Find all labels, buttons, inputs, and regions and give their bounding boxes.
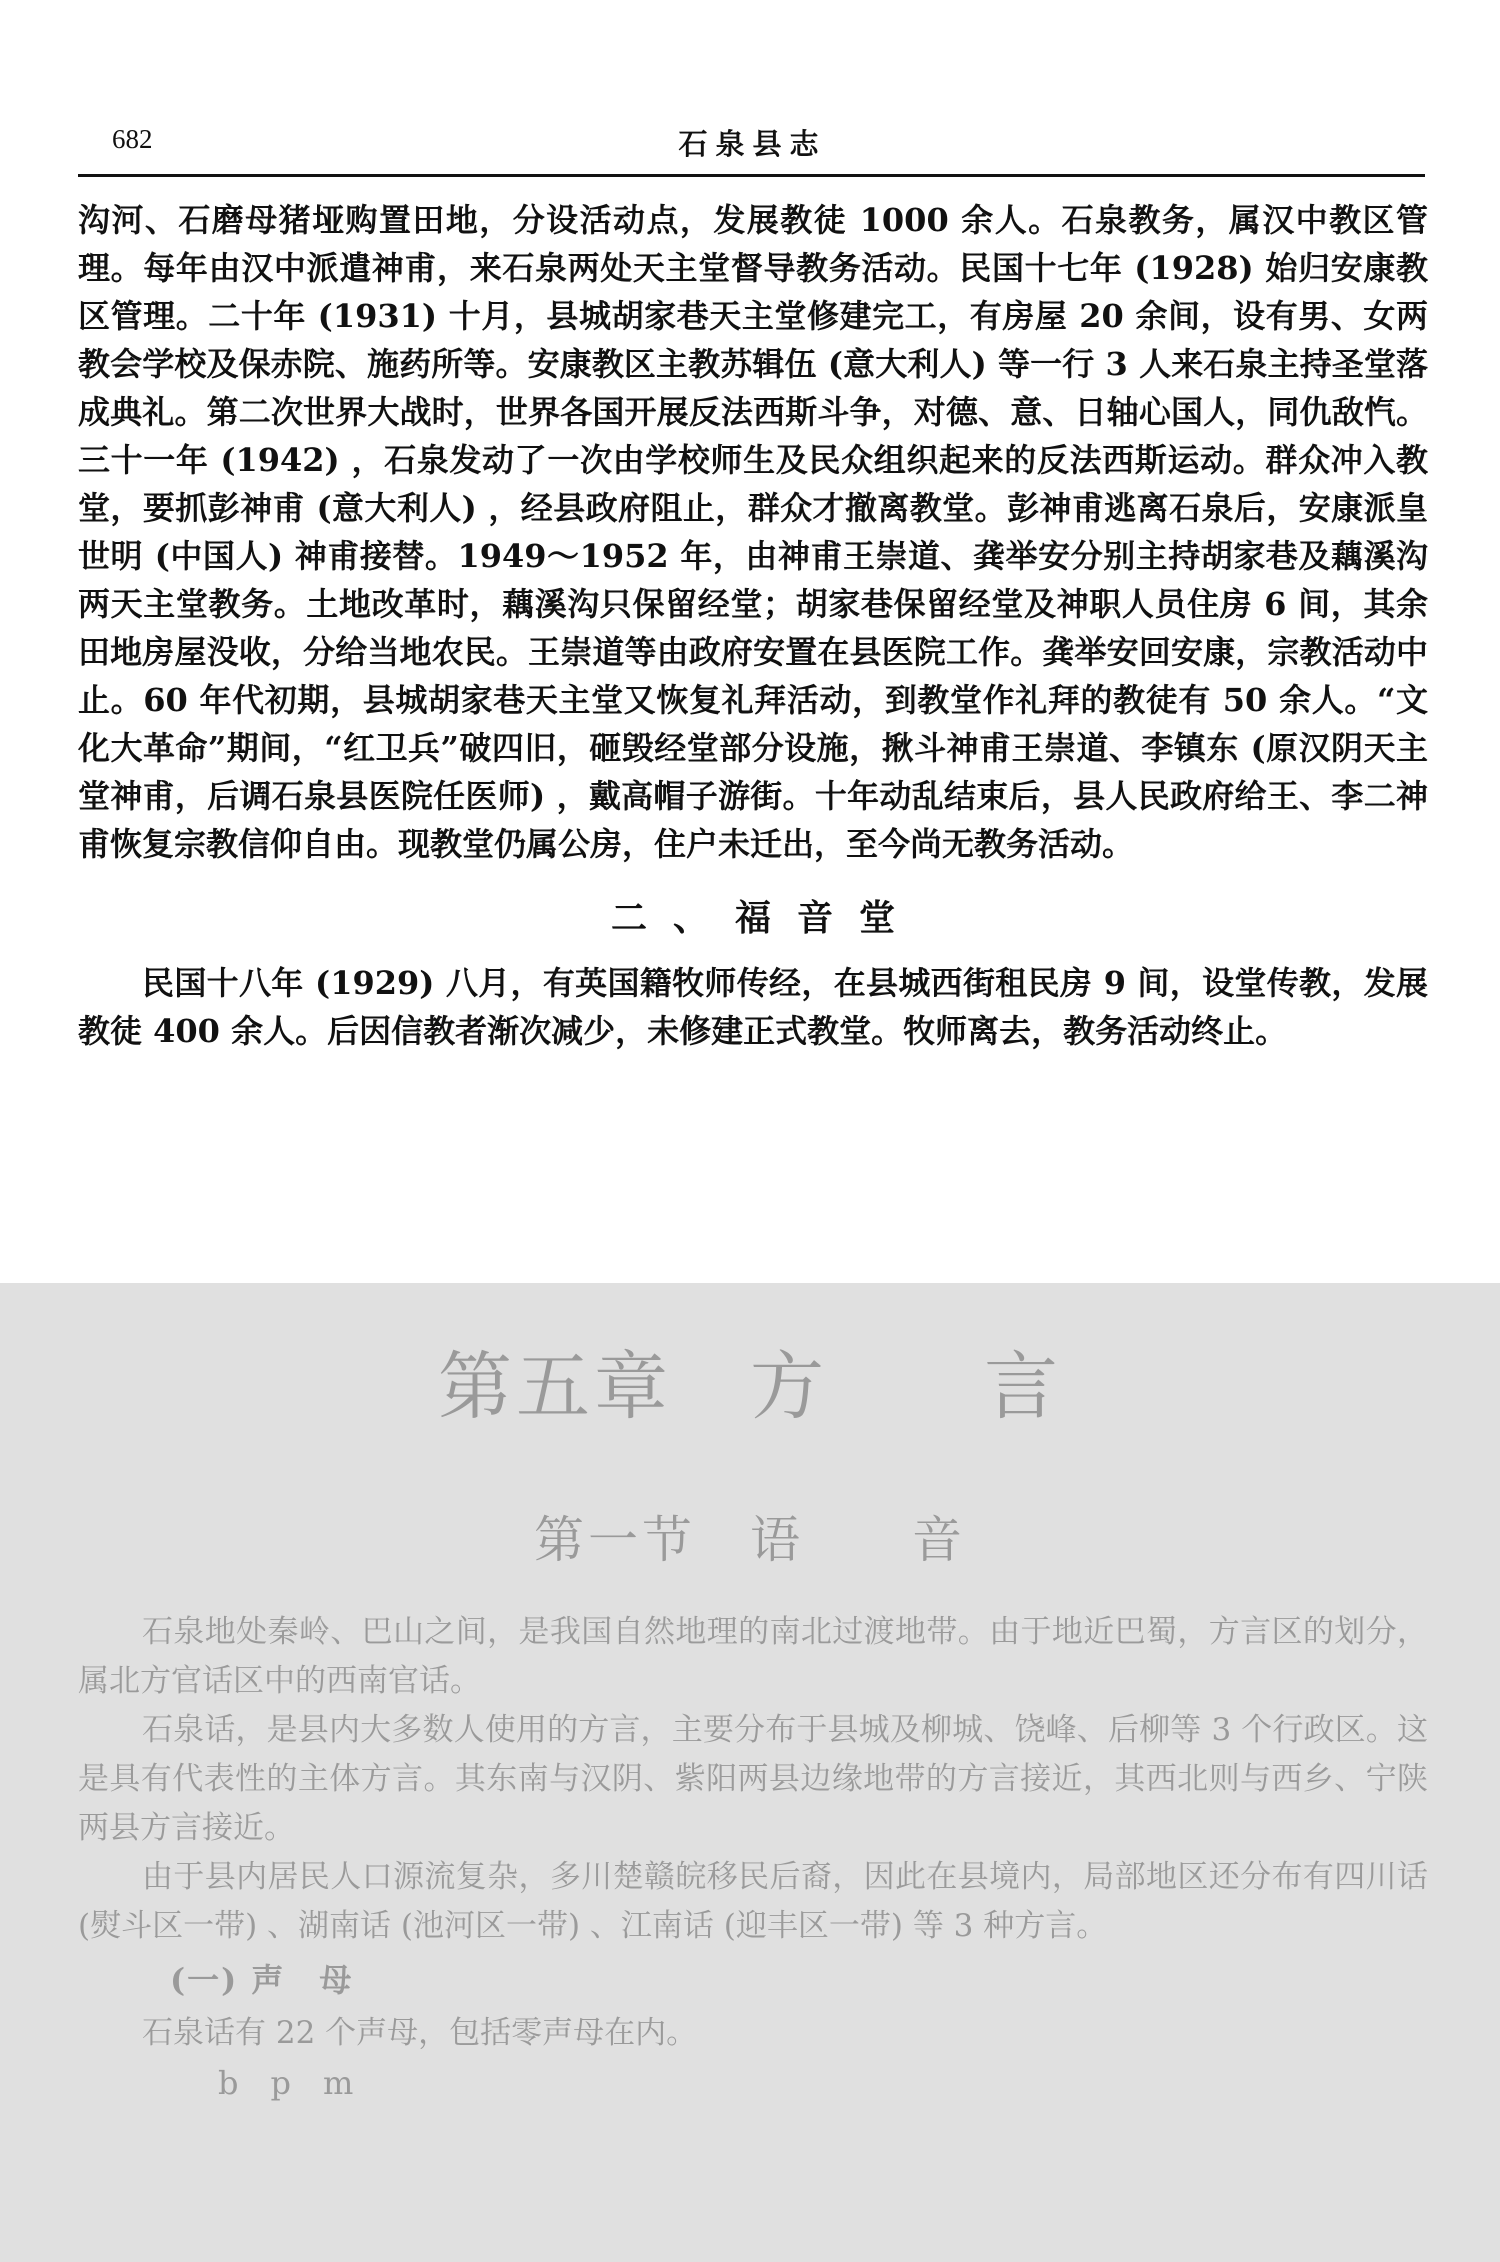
body-paragraph: 民国十八年 (1929) 八月，有英国籍牧师传经，在县城西街租民房 9 间，设堂传教，发展教徒 400 余人。后因信教者渐次减少，未修建正式教堂。牧师离去，教务活动终止。 [78,964,1428,1050]
phoneme-list: b p m [218,2064,354,2102]
header-rule [78,174,1425,177]
body-paragraph: 石泉地处秦岭、巴山之间，是我国自然地理的南北过渡地带。由于地近巴蜀，方言区的划分，属北方官话区中的西南官话。 [78,1614,1428,1699]
body-paragraph: 由于县内居民人口源流复杂，多川楚赣皖移民后裔，因此在县境内，局部地区还分布有四川话 (熨斗区一带) 、湖南话 (池河区一带) 、江南话 (迎丰区一带) 等 3 种方言。 [78,1859,1428,1944]
body-paragraph: 沟河、石磨母猪垭购置田地，分设活动点，发展教徒 1000 余人。石泉教务，属汉中教区管理。每年由汉中派遣神甫，来石泉两处天主堂督导教务活动。民国十七年 (1928) 始归安康教区管理。二十年 (1931) 十月，县城胡家巷天主堂修建完工，有房屋 20 余间，设有男、女两教会学校及保赤院、施药所等。安康教区主教苏辑伍 (意大利人) 等一行 3 人来石泉主持圣堂落成典礼。第二次世界大战时，世界各国开展反法西斯斗争，对德、意、日轴心国人，同仇敌忾。三十一年 (1942) ，石泉发动了一次由学校师生及民众组织起来的反法西斯运动。群众冲入教堂，要抓彭神甫 (意大利人) ，经县政府阻止，群众才撤离教堂。彭神甫逃离石泉后，安康派皇世明 (中国人) 神甫接替。1949～1952 年，由神甫王崇道、龚举安分别主持胡家巷及藕溪沟两天主堂教务。土地改革时，藕溪沟只保留经堂；胡家巷保留经堂及神职人员住房 6 间，其余田地房屋没收，分给当地农民。王崇道等由政府安置在县医院工作。龚举安回安康，宗教活动中止。60 年代初期，县城胡家巷天主堂又恢复礼拜活动，到教堂作礼拜的教徒有 50 余人。“文化大革命”期间，“红卫兵”破四旧，砸毁经堂部分设施，揪斗神甫王崇道、李镇东 (原汉阴天主堂神甫，后调石泉县医院任医师) ，戴高帽子游街。十年动乱结束后，县人民政府给王、李二神甫恢复宗教信仰自由。现教堂仍属公房，住户未迁出，至今尚无教务活动。 [78,201,1428,863]
page-number: 682 [112,124,153,154]
chapter-title: 第五章 方 言 [438,1344,1062,1430]
section-title: 第一节 语 音 [534,1511,966,1569]
body-paragraph: 石泉话，是县内大多数人使用的方言，主要分布于县城及柳城、饶峰、后柳等 3 个行政区。这是具有代表性的主体方言。其东南与汉阴、紫阳两县边缘地带的方言接近，其西北则与西乡、宁陕两县方言接近。 [78,1712,1428,1846]
section-heading: 二、福音堂 [610,897,921,939]
top-section [78,196,1428,1055]
bottom-section [78,1608,1428,2108]
running-title: 石泉县志 [678,127,827,161]
page-header [80,118,1425,168]
body-paragraph: 石泉话有 22 个声母，包括零声母在内。 [142,2015,698,2051]
sub-heading: (一) 声 母 [170,1961,354,1999]
